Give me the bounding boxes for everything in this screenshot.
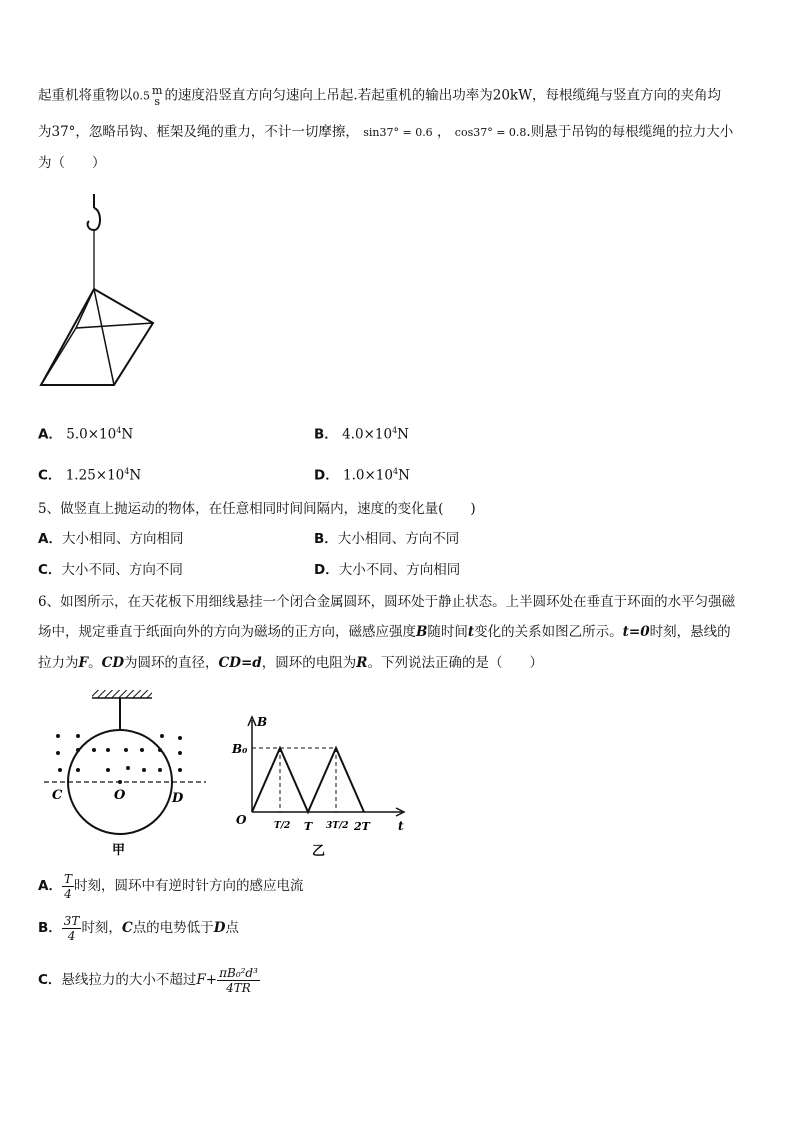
axis-label-t: t xyxy=(398,819,404,833)
q4-line-3: 为（ ） xyxy=(38,155,106,171)
frac-T-over-4: $\frac{T}{4}$ xyxy=(63,872,72,901)
q4-text: 起重机将重物以 xyxy=(38,87,133,104)
label-O: O xyxy=(114,788,126,803)
figure-yi-graph xyxy=(230,712,410,860)
tick-3T-half: 3T/2 xyxy=(326,821,349,831)
figure-jia-ring xyxy=(38,686,208,858)
pyramid-edge-back xyxy=(76,289,153,328)
crane-hook-figure xyxy=(36,192,160,388)
speed-value: 0.5 xyxy=(132,89,150,103)
origin-O: O xyxy=(236,813,247,827)
tick-T: T xyxy=(304,820,313,833)
label-C: C xyxy=(52,788,63,803)
label-D: D xyxy=(172,791,184,806)
frac-tension-bound: $\frac{\text{πB₀²d³}}{4TR}$ xyxy=(219,966,258,995)
q5-option-c[interactable]: C．大小不同、方向不同 xyxy=(38,562,183,578)
caption-yi: 乙 xyxy=(312,844,326,859)
q5-option-b[interactable]: B．大小相同、方向不同 xyxy=(314,531,460,547)
hook-curve xyxy=(88,208,100,230)
ceiling-hatch xyxy=(92,690,152,698)
b-t-curve xyxy=(252,748,364,812)
q6-option-b[interactable]: B． $\frac{3T}{4}$ 时刻，C点的电势低于D点 xyxy=(38,914,239,943)
q4-line-1 xyxy=(38,85,721,107)
sin37: sin37° = 0.6 xyxy=(363,126,433,139)
frac-3T-over-4: $\frac{3T}{4}$ xyxy=(63,914,80,943)
q6-line-2: 场中，规定垂直于纸面向外的方向为磁场的正方向，磁感应强度B随时间t变化的关系如图乙所示。t=0时刻，悬线的 xyxy=(38,624,731,640)
q6-line-3: 拉力为F。CD为圆环的直径，CD=d，圆环的电阻为R。下列说法正确的是（ ） xyxy=(38,655,543,671)
q4-option-c[interactable]: C． $1.25\times 10^4N$ xyxy=(38,467,142,484)
caption-jia: 甲 xyxy=(112,843,126,858)
q4-option-d[interactable]: D． $1.0\times 10^4N$ xyxy=(314,467,410,484)
speed-unit: m s xyxy=(152,84,163,108)
q4-option-a[interactable]: A． $5.0\times 10^4N$ xyxy=(38,426,134,443)
pyramid-edge-left xyxy=(41,328,76,385)
q4-option-b[interactable]: B． $4.0\times 10^4N$ xyxy=(314,426,409,443)
q4-text: 的速度沿竖直方向匀速向上吊起.若起重机的输出功率为20kW，每根缆绳与竖直方向的夹角均 xyxy=(164,87,721,104)
cos37: cos37° = 0.8 xyxy=(454,126,527,139)
tick-2T: 2T xyxy=(354,820,370,833)
q5-stem: 5、做竖直上抛运动的物体，在任意相同时间间隔内，速度的变化量( ) xyxy=(38,501,476,517)
pyramid-edge-front xyxy=(94,289,114,385)
q4-line-2: 为37°，忽略吊钩、框架及绳的重力，不计一切摩擦， sin37° = 0.6 ， cos37° = 0.8.则悬于吊钩的每根缆绳的拉力大小 xyxy=(38,124,734,140)
q6-line-1: 6、如图所示，在天花板下用细线悬挂一个闭合金属圆环，圆环处于静止状态。上半圆环处在垂直于环面的水平匀强磁 xyxy=(38,594,736,610)
q6-option-a[interactable]: A． $\frac{T}{4}$ 时刻，圆环中有逆时针方向的感应电流 xyxy=(38,872,304,901)
tick-T-half: T/2 xyxy=(274,821,291,831)
axis-label-B: B xyxy=(257,715,268,729)
label-B0: B₀ xyxy=(232,742,248,756)
q6-option-c[interactable]: C．悬线拉力的大小不超过F+ $\frac{\text{πB₀²d³}}{4TR}$ xyxy=(38,966,258,995)
q5-option-d[interactable]: D．大小不同、方向相同 xyxy=(314,562,461,578)
magnetic-field-dots xyxy=(56,734,182,784)
q5-option-a[interactable]: A．大小相同、方向相同 xyxy=(38,531,184,547)
